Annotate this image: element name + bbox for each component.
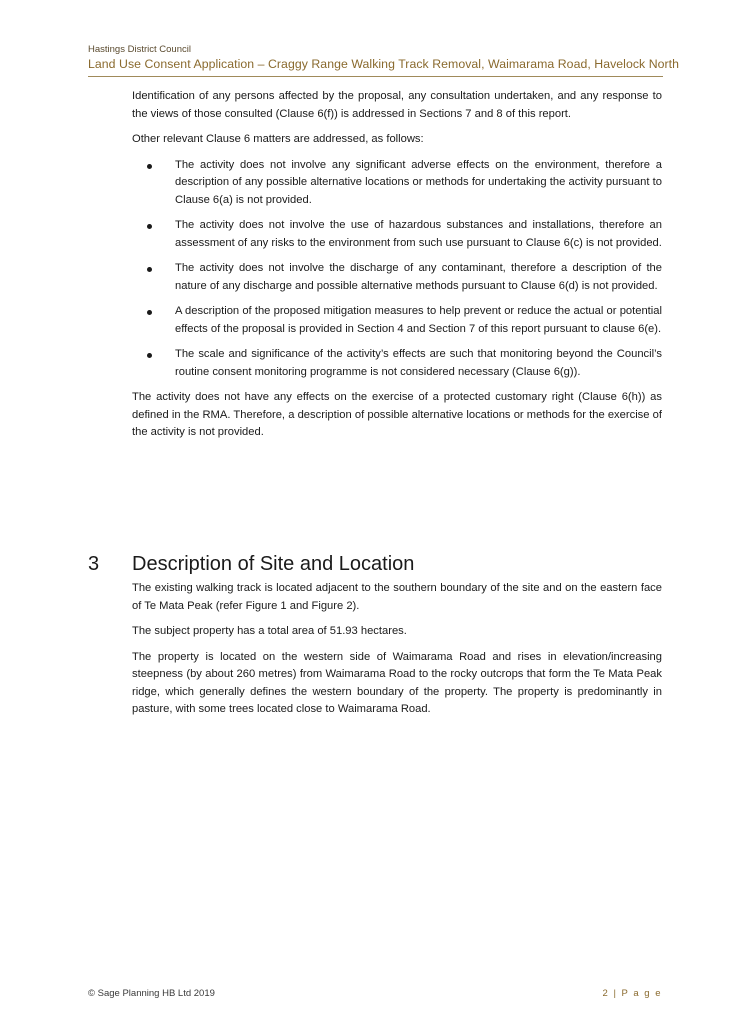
section-content <box>132 580 662 727</box>
list-item <box>132 260 662 295</box>
list-item <box>132 217 662 252</box>
paragraph-property-location: The property is located on the western side of Waimarama Road and rises in elevation/increasing steepness (by about 260 metres) from Waimarama Road to the rocky outcrops that form the Te Mata Peak ridge, which generally defines the western boundary of the property. The property is predominantly in pasture, with some trees located close to Waimarama Road. <box>132 650 662 715</box>
paragraph-customary-right: The activity does not have any effects on the exercise of a protected customary right (Clause 6(h)) as defined in the RMA. Therefore, a description of possible alternative locations or methods for the exercise of the activity is not provided. <box>132 391 662 438</box>
clause6-bullet-list <box>132 157 662 382</box>
bullet-text: The activity does not involve the use of hazardous substances and installations, therefore an assessment of any risks to the environment from such use pursuant to Clause 6(c) is not provided. <box>175 219 662 249</box>
bullet-text: The activity does not involve any significant adverse effects on the environment, therefore a description of any possible alternative locations or methods for undertaking the activity pursuant to Clause 6(a) is not provided. <box>175 158 662 206</box>
footer-page-number: 2 | P a g e <box>602 988 662 999</box>
list-item <box>132 157 662 210</box>
footer-copyright: © Sage Planning HB Ltd 2019 <box>88 988 215 999</box>
list-item <box>132 303 662 338</box>
header-document-title: Land Use Consent Application – Craggy Range Walking Track Removal, Waimarama Road, Havelock North <box>88 57 680 71</box>
bullet-icon <box>147 353 152 358</box>
bullet-icon <box>147 310 152 315</box>
paragraph-property-area: The subject property has a total area of 51.93 hectares. <box>132 625 407 637</box>
section-title: Description of Site and Location <box>132 553 415 575</box>
header-divider <box>88 76 663 77</box>
bullet-icon <box>147 164 152 169</box>
bullet-text: The scale and significance of the activity’s effects are such that monitoring beyond the Council’s routine consent monitoring programme is not considered necessary (Clause 6(g)). <box>175 348 662 378</box>
paragraph-clause6-intro: Other relevant Clause 6 matters are addressed, as follows: <box>132 133 424 145</box>
body-content <box>132 88 662 450</box>
bullet-icon <box>147 224 152 229</box>
paragraph-consultation: Identification of any persons affected by the proposal, any consultation undertaken, and any response to the views of those consulted (Clause 6(f)) is addressed in Sections 7 and 8 of this report. <box>132 90 662 120</box>
section-number: 3 <box>88 553 100 575</box>
page-header <box>88 44 680 72</box>
bullet-icon <box>147 267 152 272</box>
header-organization: Hastings District Council <box>88 44 191 55</box>
list-item <box>132 346 662 381</box>
paragraph-walking-track: The existing walking track is located adjacent to the southern boundary of the site and on the eastern face of Te Mata Peak (refer Figure 1 and Figure 2). <box>132 582 662 612</box>
bullet-text: The activity does not involve the discharge of any contaminant, therefore a description of the nature of any discharge and possible alternative methods pursuant to Clause 6(d) is not provided. <box>175 262 662 292</box>
section-heading <box>88 550 663 578</box>
bullet-text: A description of the proposed mitigation measures to help prevent or reduce the actual or potential effects of the proposal is provided in Section 4 and Section 7 of this report pursuant to clause 6(e). <box>175 305 662 335</box>
